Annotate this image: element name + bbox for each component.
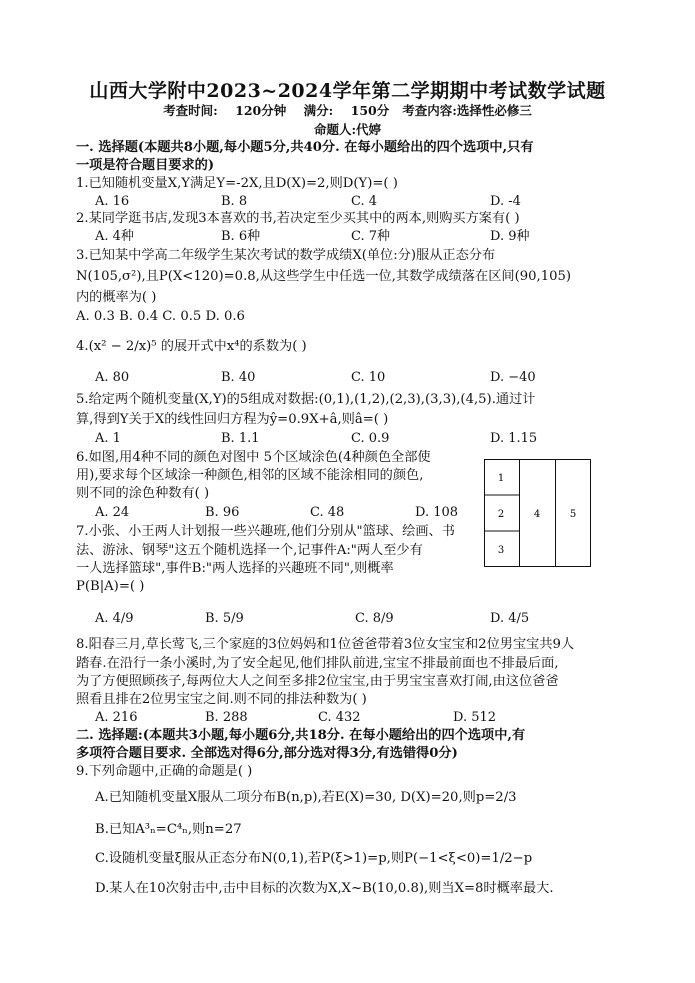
option-c: C. 0.9 — [351, 431, 390, 446]
question-8-stem-line2: 踏春.在沿行一条小溪时,为了安全起见,他们排队前进,宝宝不排最前面也不排最后面, — [76, 656, 559, 671]
option-c: C. 48 — [310, 505, 345, 520]
question-6-stem-line3: 则不同的涂色种数有( ) — [76, 486, 210, 501]
option-d: D. 4/5 — [490, 611, 530, 626]
option-c: C. 432 — [318, 710, 361, 725]
section1-heading-cont: 一项是符合题目要求的) — [76, 158, 215, 173]
question-4-stem: 4.(x² − 2/x)⁵ 的展开式中x⁴的系数为( ) — [76, 339, 307, 354]
question-7-stem-line4: P(B|A)=( ) — [76, 579, 145, 594]
question-7-stem-line2: 法、游泳、钢琴"这五个随机选择一个,记事件A:"两人至少有 — [76, 543, 423, 558]
option-a: A. 4/9 — [95, 611, 134, 626]
question-6-stem: 6.如图,用4种不同的颜色对图中 5个区域涂色(4种颜色全部使 — [76, 450, 431, 465]
question-3-options: A. 0.3 B. 0.4 C. 0.5 D. 0.6 — [76, 309, 245, 324]
option-d: D. 1.15 — [490, 431, 538, 446]
option-c: C. 10 — [351, 370, 386, 385]
question-7-stem: 7.小张、小王两人计划报一些兴趣班,他们分别从"篮球、绘画、书 — [76, 524, 455, 539]
option-a: A. 16 — [95, 194, 130, 209]
region-4-label: 4 — [533, 509, 541, 520]
region-1-label: 1 — [497, 473, 505, 484]
option-a: A. 1 — [95, 431, 121, 446]
option-d: D. 512 — [453, 710, 497, 725]
region-3-label: 3 — [497, 545, 505, 556]
question-5-stem-line2: 算,得到Y关于X的线性回归方程为ŷ=0.9X+â,则â=( ) — [76, 412, 389, 427]
option-c: C. 4 — [351, 194, 378, 209]
option-b: B. 5/9 — [205, 611, 244, 626]
page-title: 山西大学附中2023~2024学年第二学期期中考试数学试题 — [89, 80, 606, 102]
question-9-option-a: A.已知随机变量X服从二项分布B(n,p),若E(X)=30, D(X)=20,则p=2/3 — [95, 790, 517, 805]
exam-meta: 考查时间: 120分钟 满分: 150分 考查内容:选择性必修三 — [163, 103, 532, 118]
option-b: B. 6种 — [221, 229, 261, 244]
section1-heading: 一. 选择题(本题共8小题,每小题5分,共40分. 在每小题给出的四个选项中,只有 — [76, 140, 534, 155]
question-9-stem: 9.下列命题中,正确的命题是( ) — [76, 764, 253, 779]
option-d: D. 108 — [415, 505, 459, 520]
option-a: A. 216 — [95, 710, 138, 725]
question-8-stem-line3: 为了方便照顾孩子,每两位大人之间至多排2位宝宝,由于男宝宝喜欢打闹,由这位爸爸 — [76, 674, 559, 689]
question-9-option-b: B.已知A³ₙ=C⁴ₙ,则n=27 — [95, 822, 242, 837]
question-8-stem: 8.阳春三月,草长莺飞,三个家庭的3位妈妈和1位爸爸带着3位女宝宝和2位男宝宝共9人 — [76, 637, 575, 652]
question-7-stem-line3: 一人选择篮球",事件B:"两人选择的兴趣班不同",则概率 — [76, 561, 394, 576]
question-8-stem-line4: 照看且排在2位男宝宝之间.则不同的排法种数为( ) — [76, 692, 367, 707]
question-3-stem-line2: N(105,σ²),且P(X<120)=0.8,从这些学生中任选一位,其数学成绩落在区间(90,105) — [76, 269, 572, 284]
option-d: D. -4 — [490, 194, 521, 209]
option-b: B. 1.1 — [221, 431, 260, 446]
option-d: D. 9种 — [490, 229, 530, 244]
question-3-stem: 3.已知某中学高二年级学生某次考试的数学成绩X(单位:分)服从正态分布 — [76, 248, 496, 263]
option-c: C. 8/9 — [355, 611, 394, 626]
question-1-stem: 1.已知随机变量X,Y满足Y=-2X,且D(X)=2,则D(Y)=( ) — [76, 176, 398, 191]
question-2-stem: 2.某同学逛书店,发现3本喜欢的书,若决定至少买其中的两本,则购买方案有( ) — [76, 211, 520, 226]
region-2-label: 2 — [497, 509, 505, 520]
region-5-label: 5 — [569, 509, 577, 520]
option-c: C. 7种 — [351, 229, 391, 244]
question-9-option-d: D.某人在10次射击中,击中目标的次数为X,X~B(10,0.8),则当X=8时概率最大. — [95, 881, 554, 896]
section2-heading: 二. 选择题:(本题共3小题,每小题6分,共18分. 在每小题给出的四个选项中,有 — [76, 728, 526, 743]
option-d: D. −40 — [490, 370, 536, 385]
option-b: B. 288 — [205, 710, 248, 725]
option-a: A. 4种 — [95, 229, 134, 244]
section2-heading-cont: 多项符合题目要求. 全部选对得6分,部分选对得3分,有选错得0分) — [76, 746, 458, 761]
exam-author: 命题人:代婷 — [313, 122, 382, 137]
question-6-stem-line2: 用),要求每个区域涂一种颜色,相邻的区域不能涂相同的颜色, — [76, 468, 424, 483]
option-b: B. 8 — [221, 194, 248, 209]
option-a: A. 80 — [95, 370, 130, 385]
option-b: B. 96 — [205, 505, 240, 520]
question-5-stem: 5.给定两个随机变量(X,Y)的5组成对数据:(0,1),(1,2),(2,3),(3,3),(4,5).通过计 — [76, 392, 536, 407]
question-3-stem-line3: 内的概率为( ) — [76, 290, 157, 305]
region-diagram — [484, 459, 591, 567]
option-a: A. 24 — [95, 505, 130, 520]
question-9-option-c: C.设随机变量ξ服从正态分布N(0,1),若P(ξ>1)=p,则P(−1<ξ<0)=1/2−p — [95, 851, 533, 866]
option-b: B. 40 — [221, 370, 256, 385]
